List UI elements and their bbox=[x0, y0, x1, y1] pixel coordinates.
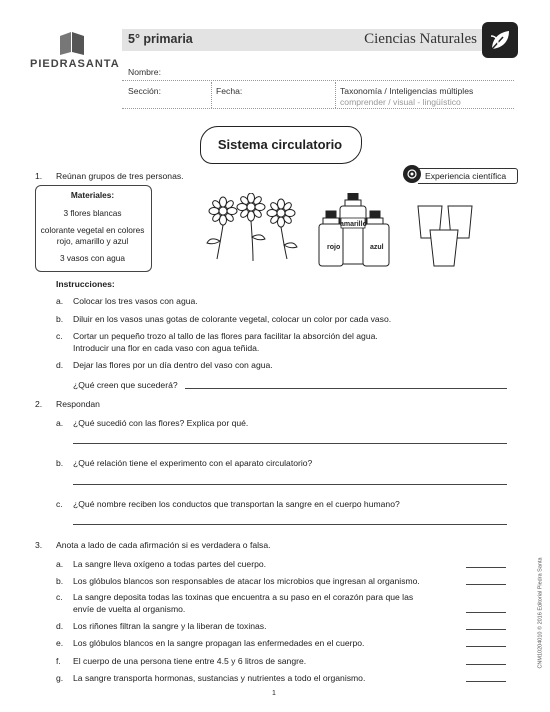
publisher-logo: PIEDRASANTA bbox=[30, 58, 120, 70]
step-letter: b. bbox=[56, 314, 64, 324]
statement-text: envíe de vuelta al organismo. bbox=[73, 604, 186, 614]
experience-badge: Experiencia científica bbox=[425, 171, 507, 181]
question-letter: b. bbox=[56, 458, 64, 468]
statement-letter: d. bbox=[56, 621, 64, 631]
statement-text: La sangre lleva oxígeno a todas partes del cuerpo. bbox=[73, 559, 267, 569]
step-text: Cortar un pequeño trozo al tallo de las flores para facilitar la absorción del agua. bbox=[73, 331, 378, 341]
step-text: Introducir una flor en cada vaso con agua teñida. bbox=[73, 343, 260, 353]
true-false-blank[interactable] bbox=[466, 584, 506, 585]
true-false-blank[interactable] bbox=[466, 646, 506, 647]
true-false-blank[interactable] bbox=[466, 612, 506, 613]
material-item: colorante vegetal en colores bbox=[40, 225, 145, 235]
question-text: ¿Qué sucedió con las flores? Explica por qué. bbox=[73, 418, 249, 428]
flowers-illustration bbox=[203, 193, 303, 265]
answer-line[interactable] bbox=[73, 443, 507, 444]
name-line[interactable] bbox=[122, 80, 514, 81]
statement-letter: a. bbox=[56, 559, 64, 569]
answer-line[interactable] bbox=[73, 484, 507, 485]
true-false-blank[interactable] bbox=[466, 567, 506, 568]
statement-text: Los glóbulos blancos son responsables de atacar los microbios que ingresan al organismo. bbox=[73, 576, 420, 586]
water-glasses-illustration bbox=[412, 204, 478, 270]
question-text: ¿Qué relación tiene el experimento con el aparato circulatorio? bbox=[73, 458, 313, 468]
question-number: 2. bbox=[35, 399, 43, 409]
q3-text: Anota a lado de cada afirmación si es verdadera o falsa. bbox=[56, 540, 271, 550]
material-item: 3 vasos con agua bbox=[59, 253, 126, 263]
instructions-title: Instrucciones: bbox=[56, 279, 115, 289]
material-item: rojo, amarillo y azul bbox=[56, 236, 129, 246]
q2-text: Respondan bbox=[56, 399, 100, 409]
date-label: Fecha: bbox=[216, 86, 243, 96]
statement-text: Los glóbulos blancos en la sangre propagan las enfermedades en el cuerpo. bbox=[73, 638, 365, 648]
page-number: 1 bbox=[272, 690, 276, 697]
true-false-blank[interactable] bbox=[466, 681, 506, 682]
statement-text: Los riñones filtran la sangre y la liberan de toxinas. bbox=[73, 621, 267, 631]
question-text: ¿Qué nombre reciben los conductos que transportan la sangre en el cuerpo humano? bbox=[73, 499, 400, 509]
name-label: Nombre: bbox=[128, 67, 161, 77]
question-number: 1. bbox=[35, 171, 43, 181]
step-letter: a. bbox=[56, 296, 64, 306]
page-title: Sistema circulatorio bbox=[217, 137, 343, 152]
book-logo-icon bbox=[58, 30, 86, 56]
step-text: Dejar las flores por un día dentro del vaso con agua. bbox=[73, 360, 273, 370]
statement-letter: c. bbox=[56, 592, 63, 602]
statement-letter: b. bbox=[56, 576, 64, 586]
step-letter: d. bbox=[56, 360, 64, 370]
statement-letter: e. bbox=[56, 638, 64, 648]
bottle-label: azul bbox=[370, 244, 384, 251]
materials-title: Materiales: bbox=[70, 190, 115, 200]
step-letter: c. bbox=[56, 331, 63, 341]
true-false-blank[interactable] bbox=[466, 629, 506, 630]
step-text: Diluir en los vasos unas gotas de colorante vegetal, colocar un color por cada vaso. bbox=[73, 314, 392, 324]
leaf-badge-icon bbox=[482, 22, 518, 58]
subject-title: Ciencias Naturales bbox=[364, 31, 477, 47]
statement-text: La sangre transporta hormonas, sustancias y nutrientes a todo el organismo. bbox=[73, 673, 366, 683]
question-letter: a. bbox=[56, 418, 64, 428]
copyright-code: CNM10204010 © 2016 Editorial Piedra Santa bbox=[537, 557, 544, 669]
colorant-bottles-illustration bbox=[318, 193, 400, 271]
bottle-label: rojo bbox=[327, 244, 341, 251]
question-letter: c. bbox=[56, 499, 63, 509]
answer-line[interactable] bbox=[185, 388, 507, 389]
taxonomy-label: Taxonomía / Inteligencias múltiples bbox=[340, 86, 474, 96]
taxonomy-detail: comprender / visual - lingüístico bbox=[340, 97, 461, 107]
statement-text: El cuerpo de una persona tiene entre 4.5 y 6 litros de sangre. bbox=[73, 656, 307, 666]
section-label: Sección: bbox=[128, 86, 161, 96]
statement-letter: g. bbox=[56, 673, 64, 683]
statement-letter: f. bbox=[56, 656, 61, 666]
grade-label: 5° primaria bbox=[128, 32, 193, 46]
material-item: 3 flores blancas bbox=[63, 208, 122, 218]
question-number: 3. bbox=[35, 540, 43, 550]
step-text: Colocar los tres vasos con agua. bbox=[73, 296, 198, 306]
q1-text: Reúnan grupos de tres personas. bbox=[56, 171, 184, 181]
prediction-prompt: ¿Qué creen que sucederá? bbox=[73, 380, 178, 390]
statement-text: La sangre deposita todas las toxinas que encuentra a su paso en el corazón para que las bbox=[73, 592, 414, 602]
bottle-label: amarillo bbox=[340, 221, 367, 228]
true-false-blank[interactable] bbox=[466, 664, 506, 665]
answer-line[interactable] bbox=[73, 524, 507, 525]
